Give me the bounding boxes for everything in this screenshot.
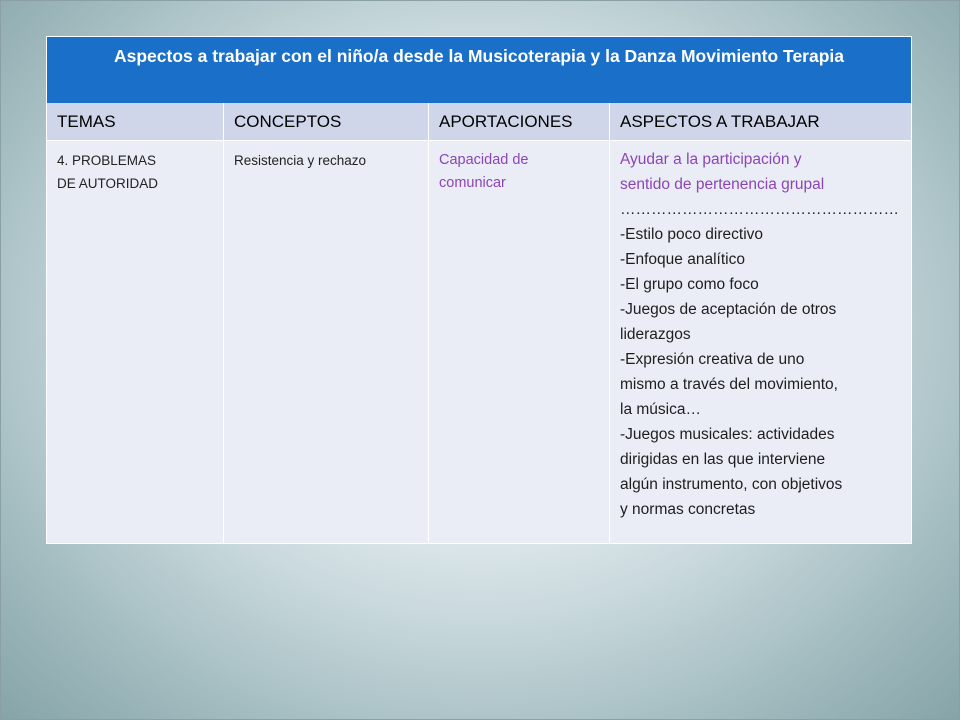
column-header-aspectos: ASPECTOS A TRABAJAR [610, 103, 911, 141]
tema-line: DE AUTORIDAD [57, 176, 159, 191]
content-table [46, 36, 912, 544]
cell-concepto [224, 141, 428, 543]
tema-line: 4. PROBLEMAS [57, 153, 157, 168]
aspectos-line: -Juegos de aceptación de otros [620, 301, 837, 318]
column-header-conceptos: CONCEPTOS [224, 103, 428, 141]
cell-tema [47, 141, 223, 543]
aspectos-line: dirigidas en las que interviene [620, 451, 826, 468]
table-title: Aspectos a trabajar con el niño/a desde la Musicoterapia y la Danza Movimiento Terapia [47, 37, 911, 103]
aspectos-line: liderazgos [620, 326, 691, 343]
aspectos-line: -El grupo como foco [620, 276, 759, 293]
aspectos-line: -Estilo poco directivo [620, 226, 764, 243]
aspectos-line: Ayudar a la participación y [620, 151, 802, 168]
aspectos-line: ……………………………………………… [620, 201, 899, 218]
aspectos-line: algún instrumento, con objetivos [620, 476, 843, 493]
column-header-temas: TEMAS [47, 103, 223, 141]
aportacion-line: comunicar [439, 175, 506, 191]
aportacion-line: Capacidad de [439, 152, 529, 168]
column-header-aportaciones: APORTACIONES [429, 103, 609, 141]
aspectos-line: -Enfoque analítico [620, 251, 745, 268]
aspectos-line: -Juegos musicales: actividades [620, 426, 835, 443]
cell-aspectos [610, 141, 911, 543]
concepto-text: Resistencia y rechazo [234, 153, 367, 168]
cell-aportacion [429, 141, 609, 543]
aspectos-line: mismo a través del movimiento, [620, 376, 838, 393]
aspectos-line: -Expresión creativa de uno [620, 351, 805, 368]
aspectos-line: sentido de pertenencia grupal [620, 176, 825, 193]
aspectos-line: la música… [620, 401, 701, 418]
aspectos-line: y normas concretas [620, 501, 756, 518]
